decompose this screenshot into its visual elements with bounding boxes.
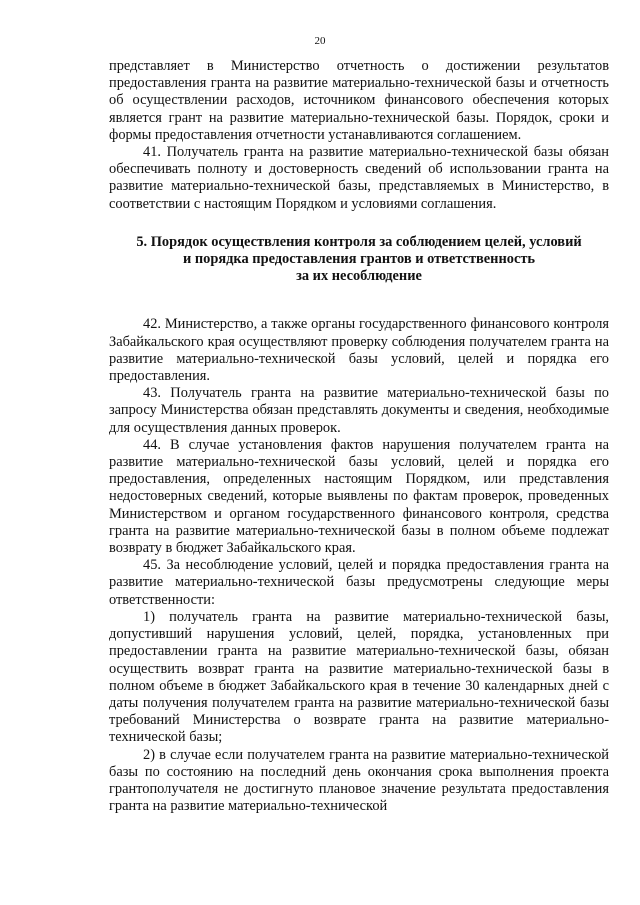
paragraph-45-item-1: 1) получатель гранта на развитие материально-технической базы, допустивший нарушения условий, целей, порядка, установленных при предоставлении гранта на развитие материально-технической базы, обязан осуществить возврат гранта на развитие материально-технической базы в полном объеме в бюджет Забайкальского края в течение 30 календарных дней с даты получения получателем гранта на развитие материально-технической базы требований Министерства о возврате гранта на развитие материально-технической базы; [109,608,609,746]
section-heading-line-2: и порядка предоставления грантов и ответственность [182,251,536,268]
paragraph-45-item-2: 2) в случае если получателем гранта на развитие материально-технической базы по состоянию на последний день окончания срока выполнения проекта грантополучателя не достигнуто плановое значение результата предоставления гранта на развитие материально-технической [109,746,609,815]
section-heading [109,234,609,286]
paragraph-41: 41. Получатель гранта на развитие материально-технической базы обязан обеспечивать полноту и достоверность сведений об использовании гранта на развитие материально-технической базы, представляемых в Министерство, в соответствии с настоящим Порядком и условиями соглашения. [109,144,609,212]
paragraph-44: 44. В случае установления фактов нарушения получателем гранта на развитие материально-технической базы условий, целей и порядка его предоставления, определенных настоящим Порядком, или представления недостоверных сведений, которые выявлены по фактам проверок, проведенных Министерством и органом государственного финансового контроля, средства гранта на развитие материально-технической базы в полном объеме подлежат возврату в бюджет Забайкальского края. [109,436,609,557]
paragraph-continuation: представляет в Министерство отчетность о достижении результатов предоставления гранта на развитие материально-технической базы и отчетность об осуществлении расходов, источником финансового обеспечения которых является грант на развитие материально-технической базы. Порядок, сроки и формы предоставления отчетности устанавливаются соглашением. [109,58,609,143]
page-number: 20 [314,35,326,47]
section-heading-line-1: 5. Порядок осуществления контроля за соблюдением целей, условий [136,233,582,250]
section-heading-line-3: за их несоблюдение [296,268,422,285]
paragraph-42: 42. Министерство, а также органы государственного финансового контроля Забайкальского края осуществляют проверку соблюдения получателем гранта на развитие материально-технической базы условий, целей и порядка его предоставления. [109,316,609,385]
paragraph-45: 45. За несоблюдение условий, целей и порядка предоставления гранта на развитие материально-технической базы предусмотрены следующие меры ответственности: [109,557,609,608]
paragraph-43: 43. Получатель гранта на развитие материально-технической базы по запросу Министерства обязан представлять документы и сведения, необходимые для осуществления данных проверок. [109,385,609,436]
document-body [109,58,609,815]
